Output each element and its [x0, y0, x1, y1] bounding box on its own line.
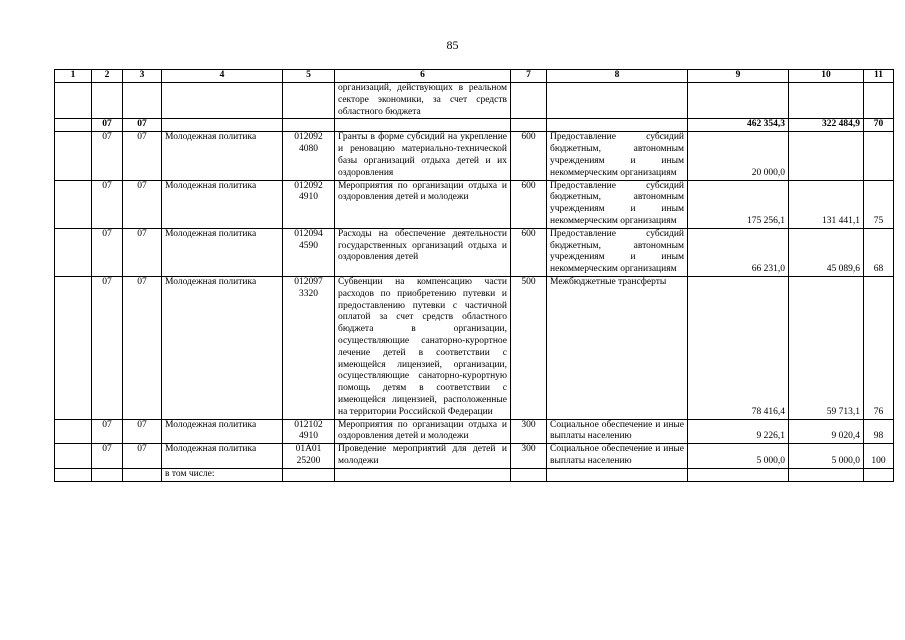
cell-expense-type: 300 [511, 419, 547, 444]
table-row [55, 180, 894, 228]
cell-fact: 9 020,4 [789, 419, 864, 444]
cell-expense-type: 600 [511, 228, 547, 276]
cell-expense-type: 600 [511, 180, 547, 228]
cell-code: 012102 4910 [283, 419, 335, 444]
cell-fact: 131 441,1 [789, 180, 864, 228]
cell-expense-name: Социальное обеспечение и иные выплаты населению [547, 419, 688, 444]
cell [55, 228, 92, 276]
cell-plan: 5 000,0 [688, 444, 789, 469]
cell-name: Молодежная политика [162, 276, 283, 419]
cell [92, 83, 123, 119]
cell [55, 468, 92, 481]
cell-description: Проведение мероприятий для детей и молодежи [335, 444, 511, 469]
table-row [55, 132, 894, 180]
cell [92, 468, 123, 481]
cell [547, 83, 688, 119]
cell-expense-name: Предоставление субсидий бюджетным, автономным учреждениям и иным некоммерческим организациям [547, 228, 688, 276]
cell-percent: 68 [864, 228, 894, 276]
cell-subsection: 07 [123, 228, 162, 276]
cell-fact: 5 000,0 [789, 444, 864, 469]
cell-name: Молодежная политика [162, 444, 283, 469]
cell-section: 07 [92, 180, 123, 228]
cell-fact: 322 484,9 [789, 119, 864, 132]
table-row-including [55, 468, 894, 481]
col-header: 10 [789, 70, 864, 83]
cell [55, 119, 92, 132]
cell [789, 83, 864, 119]
cell-section: 07 [92, 132, 123, 180]
cell-name: Молодежная политика [162, 132, 283, 180]
cell-fact: 45 089,6 [789, 228, 864, 276]
cell-subsection: 07 [123, 132, 162, 180]
cell-expense-type: 600 [511, 132, 547, 180]
cell-code: 012092 4910 [283, 180, 335, 228]
cell [335, 468, 511, 481]
cell-section: 07 [92, 276, 123, 419]
cell [123, 468, 162, 481]
cell-plan: 462 354,3 [688, 119, 789, 132]
cell [55, 83, 92, 119]
cell-fact [789, 132, 864, 180]
cell [547, 119, 688, 132]
cell [162, 119, 283, 132]
cell [283, 468, 335, 481]
cell-subsection: 07 [123, 180, 162, 228]
cell-expense-type: 300 [511, 444, 547, 469]
cell-percent: 70 [864, 119, 894, 132]
cell-percent: 100 [864, 444, 894, 469]
col-header: 2 [92, 70, 123, 83]
col-header: 5 [283, 70, 335, 83]
col-header: 7 [511, 70, 547, 83]
cell [55, 132, 92, 180]
cell-expense-name: Межбюджетные трансферты [547, 276, 688, 419]
cell-section: 07 [92, 119, 123, 132]
cell [864, 468, 894, 481]
cell [511, 83, 547, 119]
cell-expense-name: Предоставление субсидий бюджетным, автономным учреждениям и иным некоммерческим организациям [547, 180, 688, 228]
cell [864, 83, 894, 119]
col-header: 6 [335, 70, 511, 83]
cell-percent: 76 [864, 276, 894, 419]
cell [55, 180, 92, 228]
cell [335, 119, 511, 132]
table-row [55, 419, 894, 444]
col-header: 4 [162, 70, 283, 83]
cell-expense-name: Социальное обеспечение и иные выплаты населению [547, 444, 688, 469]
cell [547, 468, 688, 481]
cell-plan: 78 416,4 [688, 276, 789, 419]
cell [688, 83, 789, 119]
cell-description: Мероприятия по организации отдыха и оздоровления детей и молодежи [335, 419, 511, 444]
cell-plan: 175 256,1 [688, 180, 789, 228]
header-row [55, 70, 894, 83]
cell [55, 276, 92, 419]
cell-section: 07 [92, 419, 123, 444]
cell-name: Молодежная политика [162, 228, 283, 276]
table-row-total [55, 119, 894, 132]
page-number: 85 [446, 38, 459, 52]
cell-fact: 59 713,1 [789, 276, 864, 419]
cell-subsection: 07 [123, 276, 162, 419]
cell [283, 83, 335, 119]
cell [162, 83, 283, 119]
cell-subsection: 07 [123, 419, 162, 444]
col-header: 3 [123, 70, 162, 83]
table-row [55, 444, 894, 469]
table-row [55, 276, 894, 419]
cell-including-label: в том числе: [162, 468, 283, 481]
cell-name: Молодежная политика [162, 419, 283, 444]
cell-description: организаций, действующих в реальном секторе экономики, за счет средств областного бюджета [335, 83, 511, 119]
cell-name: Молодежная политика [162, 180, 283, 228]
cell [789, 468, 864, 481]
cell-subsection: 07 [123, 444, 162, 469]
cell-plan: 66 231,0 [688, 228, 789, 276]
cell-expense-name: Предоставление субсидий бюджетным, автономным учреждениям и иным некоммерческим организациям [547, 132, 688, 180]
cell-plan: 20 000,0 [688, 132, 789, 180]
col-header: 8 [547, 70, 688, 83]
cell [123, 83, 162, 119]
cell-expense-type: 500 [511, 276, 547, 419]
cell [511, 468, 547, 481]
cell-section: 07 [92, 444, 123, 469]
cell [55, 419, 92, 444]
cell-code: 012094 4590 [283, 228, 335, 276]
cell-description: Мероприятия по организации отдыха и оздоровления детей и молодежи [335, 180, 511, 228]
cell [55, 444, 92, 469]
col-header: 9 [688, 70, 789, 83]
cell [688, 468, 789, 481]
table-row-continuation [55, 83, 894, 119]
col-header: 1 [55, 70, 92, 83]
budget-table [54, 69, 894, 482]
cell-percent: 98 [864, 419, 894, 444]
col-header: 11 [864, 70, 894, 83]
cell [283, 119, 335, 132]
cell-description: Расходы на обеспечение деятельности государственных организаций отдыха и оздоровления детей [335, 228, 511, 276]
cell-subsection: 07 [123, 119, 162, 132]
table-row [55, 228, 894, 276]
cell-section: 07 [92, 228, 123, 276]
cell-percent [864, 132, 894, 180]
cell-code: 012097 3320 [283, 276, 335, 419]
cell [511, 119, 547, 132]
cell-code: 012092 4080 [283, 132, 335, 180]
cell-description: Гранты в форме субсидий на укрепление и реновацию материально-технической базы организаций отдыха детей и их оздоровления [335, 132, 511, 180]
cell-description: Субвенции на компенсацию части расходов по приобретению путевки и предоставлению путевки с частичной оплатой за счет средств областного бюджета в организации, осуществляющие санаторно-курортное лечение детей в соответствии с имеющейся лицензией, организации, осуществляющие санаторно-курортную помощь детям в соответствии с имеющейся лицензией, расположенные на территории Российской Федерации [335, 276, 511, 419]
cell-plan: 9 226,1 [688, 419, 789, 444]
cell-code: 01А01 25200 [283, 444, 335, 469]
cell-percent: 75 [864, 180, 894, 228]
